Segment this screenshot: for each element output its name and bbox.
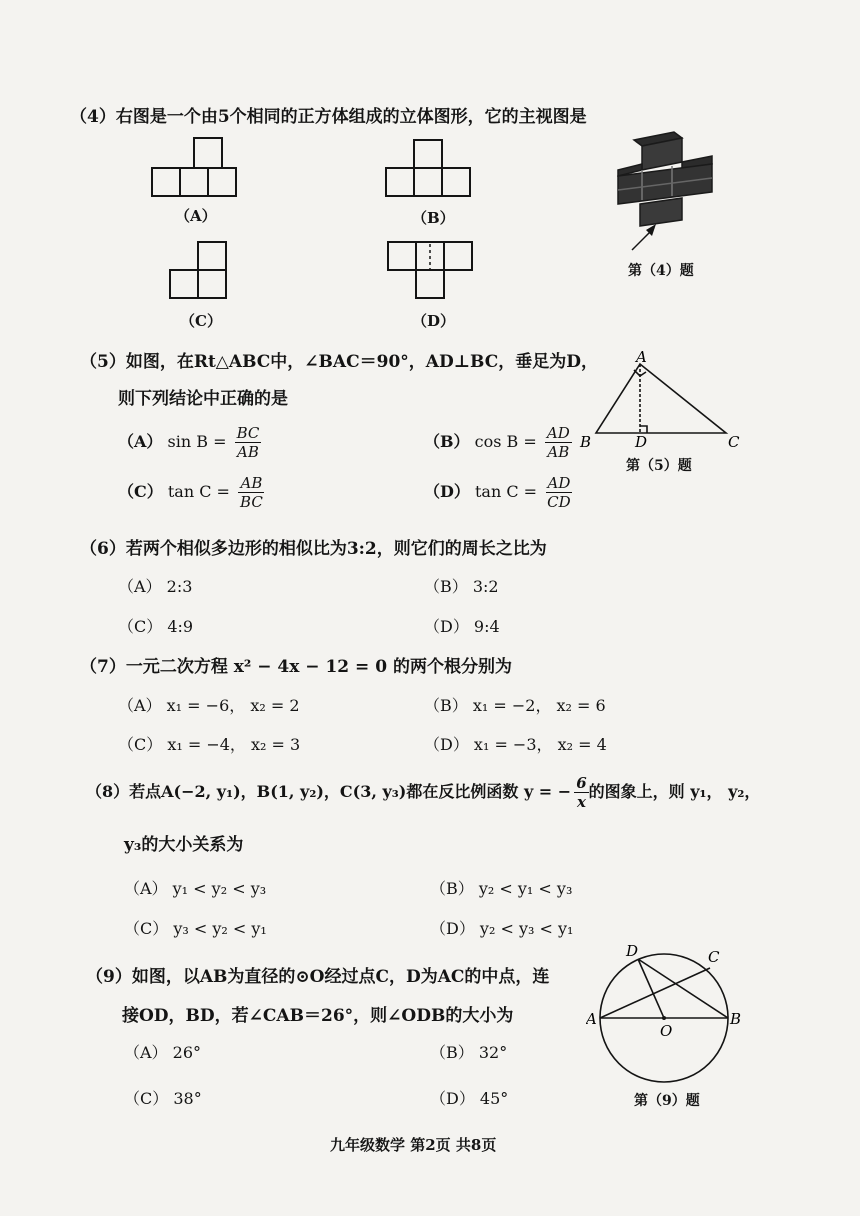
- q8-frac-den: x: [576, 793, 586, 811]
- q4-label-a: （A）: [175, 207, 217, 225]
- q5-option-d-num: AD: [547, 474, 571, 492]
- q5-option-d-fraction: [545, 474, 573, 511]
- q5-option-a-num: BC: [236, 424, 260, 442]
- q7-option-d[interactable]: （D） x₁ = −3， x₂ = 4: [424, 735, 607, 754]
- q8-stem-line1: [86, 774, 760, 811]
- q8-fraction: [574, 774, 588, 811]
- q5-option-c-fraction: [238, 474, 265, 511]
- q5-option-c-num: AB: [240, 474, 263, 492]
- q7-option-c[interactable]: （C） x₁ = −4， x₂ = 3: [118, 735, 301, 754]
- q9-figure-caption: 第（9）题: [634, 1093, 700, 1109]
- q4-figure-caption: 第（4）题: [628, 263, 694, 279]
- q5-triangle-figure: [578, 348, 748, 452]
- q4-label-b: （B）: [412, 209, 455, 227]
- q7-option-a[interactable]: （A） x₁ = −6， x₂ = 2: [118, 696, 300, 715]
- q5-figure-caption: 第（5）题: [626, 458, 692, 474]
- q4-option-c-figure: [168, 240, 232, 302]
- q5-option-d-func: tan C =: [474, 482, 538, 501]
- q4-option-a-figure: [150, 136, 242, 198]
- q9-stem-line1: （9）如图，以AB为直径的⊙O经过点C，D为AC的中点，连: [86, 967, 550, 987]
- q5-option-d-den: CD: [547, 493, 571, 511]
- q8-option-a[interactable]: （A） y₁ < y₂ < y₃: [124, 879, 267, 898]
- q8-stem-line2: y₃的大小关系为: [124, 835, 244, 855]
- q6-stem: （6）若两个相似多边形的相似比为3:2，则它们的周长之比为: [80, 539, 547, 559]
- q8-option-c[interactable]: （C） y₃ < y₂ < y₁: [124, 919, 267, 938]
- q9-stem-line2: 接OD，BD，若∠CAB＝26°，则∠ODB的大小为: [122, 1006, 514, 1026]
- q5-point-b: B: [580, 433, 592, 451]
- q4-label-d: （D）: [412, 312, 456, 330]
- q5-point-d: D: [635, 433, 648, 451]
- q5-stem-line2: 则下列结论中正确的是: [118, 389, 288, 409]
- q8-stem-post: 的图象上，则 y₁， y₂，: [588, 782, 761, 801]
- q6-option-a[interactable]: （A） 2:3: [118, 577, 193, 596]
- q9-point-o: O: [660, 1022, 673, 1040]
- q5-option-a[interactable]: [118, 424, 261, 461]
- q5-point-c: C: [728, 433, 740, 451]
- q4-stem: （4）右图是一个由5个相同的正方体组成的立体图形，它的主视图是: [70, 107, 587, 127]
- page-footer: 九年级数学 第2页 共8页: [330, 1136, 497, 1154]
- q7-option-b[interactable]: （B） x₁ = −2， x₂ = 6: [424, 696, 606, 715]
- q5-option-a-den: AB: [237, 443, 259, 461]
- q8-stem-pre: （8）若点A(−2, y₁)，B(1, y₂)，C(3, y₃)都在反比例函数 y = −: [86, 782, 572, 801]
- q9-option-d[interactable]: （D） 45°: [430, 1089, 509, 1108]
- q9-circle-figure: [586, 940, 766, 1090]
- q5-option-c[interactable]: [118, 474, 265, 511]
- q8-option-b[interactable]: （B） y₂ < y₁ < y₃: [430, 879, 573, 898]
- q5-option-b[interactable]: [424, 424, 572, 461]
- q5-option-b-num: AD: [546, 424, 570, 442]
- q6-option-d[interactable]: （D） 9:4: [424, 617, 500, 636]
- q5-option-b-fraction: [545, 424, 572, 461]
- q4-option-b-figure: [384, 138, 476, 200]
- q4-label-c: （C）: [180, 312, 222, 330]
- q6-option-c[interactable]: （C） 4:9: [118, 617, 194, 636]
- q4-solid-figure: [612, 128, 722, 258]
- q5-option-b-label: （B）: [424, 432, 470, 451]
- q8-frac-num: 6: [576, 774, 587, 792]
- q9-point-b: B: [730, 1010, 742, 1028]
- q7-stem: （7）一元二次方程 x² − 4x − 12 = 0 的两个根分别为: [80, 657, 512, 677]
- q9-point-a: A: [586, 1010, 597, 1028]
- q5-option-b-func: cos B =: [474, 432, 537, 451]
- q5-option-d[interactable]: [424, 474, 573, 511]
- q6-option-b[interactable]: （B） 3:2: [424, 577, 499, 596]
- q5-option-c-den: BC: [240, 493, 263, 511]
- q5-point-a: A: [636, 348, 647, 366]
- q5-option-d-label: （D）: [424, 482, 470, 501]
- q5-option-a-label: （A）: [118, 432, 163, 451]
- q5-option-a-func: sin B =: [167, 432, 227, 451]
- q5-option-a-fraction: [235, 424, 262, 461]
- q9-point-c: C: [708, 948, 720, 966]
- q4-option-d-figure: [386, 240, 478, 302]
- q5-option-b-den: AB: [547, 443, 570, 461]
- q9-option-b[interactable]: （B） 32°: [430, 1043, 508, 1062]
- q5-stem-line1: （5）如图，在Rt△ABC中，∠BAC＝90°，AD⊥BC，垂足为D，: [80, 352, 598, 372]
- q9-option-a[interactable]: （A） 26°: [124, 1043, 202, 1062]
- q9-point-d: D: [626, 942, 639, 960]
- q8-option-d[interactable]: （D） y₂ < y₃ < y₁: [430, 919, 574, 938]
- q5-option-c-label: （C）: [118, 482, 163, 501]
- q9-option-c[interactable]: （C） 38°: [124, 1089, 202, 1108]
- q5-option-c-func: tan C =: [167, 482, 230, 501]
